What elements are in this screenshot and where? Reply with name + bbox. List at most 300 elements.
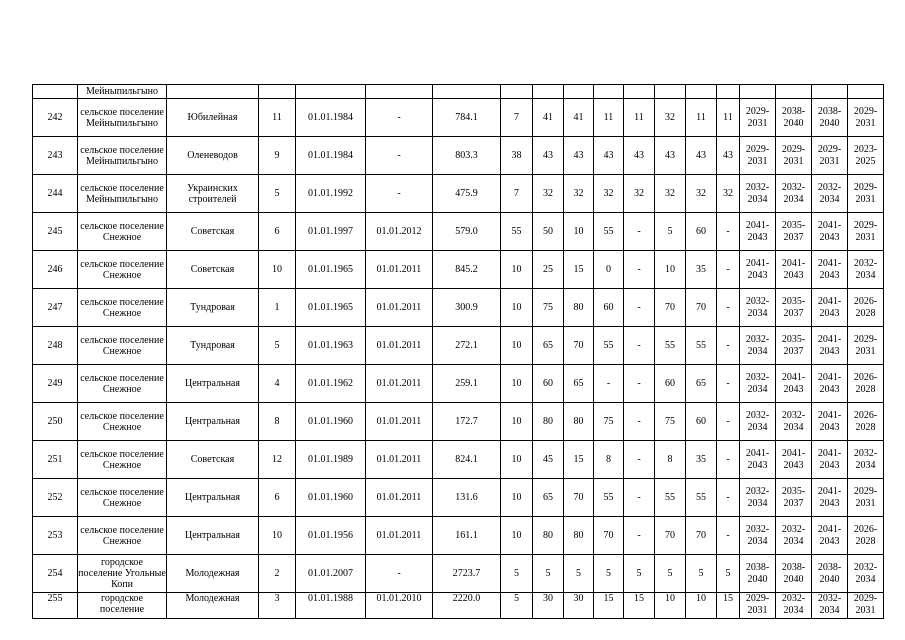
- cell-settlement: сельское поселение Мейныпильгыно: [78, 137, 167, 175]
- cell-c8: -: [717, 517, 740, 555]
- table-row: [33, 137, 884, 175]
- cell-c7: [686, 85, 717, 99]
- cell-c4: 43: [594, 137, 624, 175]
- table-row: [33, 365, 884, 403]
- cell-c2: 50: [533, 213, 564, 251]
- cell-settlement: городское поселение: [78, 593, 167, 619]
- cell-settlement: сельское поселение Снежное: [78, 289, 167, 327]
- cell-street: Тундровая: [167, 289, 259, 327]
- cell-date-repair: 01.01.2011: [366, 289, 433, 327]
- cell-p2: 2032- 2034: [776, 593, 812, 619]
- cell-area: 300.9: [433, 289, 501, 327]
- cell-p2: 2032- 2034: [776, 403, 812, 441]
- cell-number: 245: [33, 213, 78, 251]
- cell-c2: 41: [533, 99, 564, 137]
- cell-p4: 2029- 2031: [848, 479, 884, 517]
- cell-settlement: сельское поселение Снежное: [78, 403, 167, 441]
- cell-house: 10: [259, 251, 296, 289]
- cell-c3: [564, 85, 594, 99]
- cell-number: 249: [33, 365, 78, 403]
- cell-c4: 55: [594, 213, 624, 251]
- cell-c5: -: [624, 213, 655, 251]
- cell-date-built: 01.01.1997: [296, 213, 366, 251]
- table-row: [33, 251, 884, 289]
- cell-c4: 55: [594, 479, 624, 517]
- cell-c5: -: [624, 403, 655, 441]
- cell-p3: 2041- 2043: [812, 365, 848, 403]
- cell-area: 784.1: [433, 99, 501, 137]
- cell-c3: 80: [564, 403, 594, 441]
- cell-settlement-fragment: Мейныпильгыно: [78, 85, 167, 99]
- table-row: [33, 555, 884, 593]
- cell-house: 10: [259, 517, 296, 555]
- cell-p3: 2041- 2043: [812, 441, 848, 479]
- table-row: [33, 327, 884, 365]
- cell-c3: 70: [564, 327, 594, 365]
- cell-c3: 41: [564, 99, 594, 137]
- cell-c3: 80: [564, 517, 594, 555]
- cell-c6: 60: [655, 365, 686, 403]
- cell-area: 161.1: [433, 517, 501, 555]
- cell-c1: 10: [501, 289, 533, 327]
- cell-area: 131.6: [433, 479, 501, 517]
- cell-p2: 2035- 2037: [776, 327, 812, 365]
- cell-street: Оленеводов: [167, 137, 259, 175]
- cell-c4: 75: [594, 403, 624, 441]
- cell-c4: 5: [594, 555, 624, 593]
- cell-street: Центральная: [167, 365, 259, 403]
- cell-area: 475.9: [433, 175, 501, 213]
- cell-settlement: сельское поселение Снежное: [78, 441, 167, 479]
- cell-p4: [848, 85, 884, 99]
- cell-area: 259.1: [433, 365, 501, 403]
- cell-number: 244: [33, 175, 78, 213]
- cell-date-built: 01.01.1956: [296, 517, 366, 555]
- cell-p1: 2029- 2031: [740, 99, 776, 137]
- cell-street: Молодежная: [167, 593, 259, 619]
- cell-area: 2723.7: [433, 555, 501, 593]
- cell-c4: 60: [594, 289, 624, 327]
- cell-number: 255: [33, 593, 78, 619]
- cell-c5: -: [624, 441, 655, 479]
- cell-c3: 15: [564, 251, 594, 289]
- cell-c7: 65: [686, 365, 717, 403]
- cell-p3: 2041- 2043: [812, 479, 848, 517]
- cell-c3: 65: [564, 365, 594, 403]
- cell-c6: 10: [655, 251, 686, 289]
- cell-c5: -: [624, 365, 655, 403]
- cell-house: 8: [259, 403, 296, 441]
- cell-c3: 5: [564, 555, 594, 593]
- cell-c3: 43: [564, 137, 594, 175]
- cell-c6: [655, 85, 686, 99]
- cell-c4: 0: [594, 251, 624, 289]
- cell-c8: 11: [717, 99, 740, 137]
- cell-number: 253: [33, 517, 78, 555]
- cell-c5: -: [624, 289, 655, 327]
- cell-c6: 43: [655, 137, 686, 175]
- cell-p3: 2038- 2040: [812, 99, 848, 137]
- cell-street: Юбилейная: [167, 99, 259, 137]
- cell-date-repair: 01.01.2011: [366, 403, 433, 441]
- cell-c6: 75: [655, 403, 686, 441]
- cell-house: 3: [259, 593, 296, 619]
- cell-p4: 2023- 2025: [848, 137, 884, 175]
- cell-p1: 2041- 2043: [740, 213, 776, 251]
- cell-area: 824.1: [433, 441, 501, 479]
- cell-p1: 2032- 2034: [740, 403, 776, 441]
- cell-c4: [594, 85, 624, 99]
- cell-area: [433, 85, 501, 99]
- cell-c7: 5: [686, 555, 717, 593]
- cell-p2: 2038- 2040: [776, 555, 812, 593]
- cell-c2: 60: [533, 365, 564, 403]
- cell-number: 242: [33, 99, 78, 137]
- cell-settlement: сельское поселение Снежное: [78, 251, 167, 289]
- table-row: [33, 479, 884, 517]
- cell-settlement: сельское поселение Снежное: [78, 517, 167, 555]
- cell-area: 172.7: [433, 403, 501, 441]
- table-row: [33, 289, 884, 327]
- cell-house: 12: [259, 441, 296, 479]
- housing-table: [32, 84, 884, 619]
- cell-c6: 10: [655, 593, 686, 619]
- cell-c7: 60: [686, 403, 717, 441]
- cell-house: 11: [259, 99, 296, 137]
- cell-area: 579.0: [433, 213, 501, 251]
- cell-p3: 2041- 2043: [812, 517, 848, 555]
- cell-c8: 15: [717, 593, 740, 619]
- cell-p4: 2032- 2034: [848, 251, 884, 289]
- cell-p3: [812, 85, 848, 99]
- cell-date-built: 01.01.1965: [296, 251, 366, 289]
- cell-c1: 55: [501, 213, 533, 251]
- cell-c4: 15: [594, 593, 624, 619]
- cell-number: 248: [33, 327, 78, 365]
- cell-c3: 15: [564, 441, 594, 479]
- cell-p2: 2029- 2031: [776, 137, 812, 175]
- cell-date-built: 01.01.2007: [296, 555, 366, 593]
- cell-c5: 5: [624, 555, 655, 593]
- cell-street: Советская: [167, 251, 259, 289]
- cell-house: 6: [259, 213, 296, 251]
- cell-p1: 2032- 2034: [740, 517, 776, 555]
- cell-house: 5: [259, 327, 296, 365]
- cell-p4: 2029- 2031: [848, 593, 884, 619]
- cell-p1: 2041- 2043: [740, 251, 776, 289]
- cell-area: 845.2: [433, 251, 501, 289]
- cell-p3: 2032- 2034: [812, 175, 848, 213]
- cell-p1: 2029- 2031: [740, 593, 776, 619]
- cell-c6: 32: [655, 99, 686, 137]
- cell-c7: 70: [686, 517, 717, 555]
- table-row: [33, 517, 884, 555]
- cell-date-repair: 01.01.2011: [366, 327, 433, 365]
- cell-house: 9: [259, 137, 296, 175]
- cell-number: 246: [33, 251, 78, 289]
- cell-c8: 32: [717, 175, 740, 213]
- cell-c8: -: [717, 403, 740, 441]
- cell-c7: 43: [686, 137, 717, 175]
- cell-c8: -: [717, 365, 740, 403]
- cell-c8: 5: [717, 555, 740, 593]
- cell-p2: 2041- 2043: [776, 251, 812, 289]
- cell-settlement: сельское поселение Мейныпильгыно: [78, 175, 167, 213]
- cell-c3: 30: [564, 593, 594, 619]
- cell-street: Советская: [167, 441, 259, 479]
- cell-p1: 2029- 2031: [740, 137, 776, 175]
- cell-c4: 11: [594, 99, 624, 137]
- cell-p2: 2032- 2034: [776, 517, 812, 555]
- cell-p3: 2032- 2034: [812, 593, 848, 619]
- cell-date-built: 01.01.1962: [296, 365, 366, 403]
- cell-c2: 65: [533, 479, 564, 517]
- cell-p4: 2026- 2028: [848, 517, 884, 555]
- cell-c4: 55: [594, 327, 624, 365]
- table-row: [33, 213, 884, 251]
- cell-p2: 2035- 2037: [776, 213, 812, 251]
- cell-area: 2220.0: [433, 593, 501, 619]
- cell-settlement: городское поселение Угольные Копи: [78, 555, 167, 593]
- cell-c7: 55: [686, 327, 717, 365]
- cell-c6: 8: [655, 441, 686, 479]
- cell-settlement: сельское поселение Снежное: [78, 479, 167, 517]
- cell-c1: 10: [501, 517, 533, 555]
- cell-c1: 10: [501, 441, 533, 479]
- cell-date-repair: -: [366, 555, 433, 593]
- cell-c1: 5: [501, 555, 533, 593]
- cell-p1: 2041- 2043: [740, 441, 776, 479]
- cell-c5: 43: [624, 137, 655, 175]
- cell-c6: 55: [655, 479, 686, 517]
- cell-c1: 7: [501, 175, 533, 213]
- table-row: [33, 99, 884, 137]
- cell-c1: [501, 85, 533, 99]
- cell-p1: 2032- 2034: [740, 289, 776, 327]
- cell-house: 1: [259, 289, 296, 327]
- table-row-fragment: [33, 85, 884, 99]
- cell-street: Центральная: [167, 517, 259, 555]
- cell-p2: 2041- 2043: [776, 441, 812, 479]
- cell-p1: 2032- 2034: [740, 175, 776, 213]
- cell-c1: 38: [501, 137, 533, 175]
- cell-date1: [296, 85, 366, 99]
- cell-date-built: 01.01.1965: [296, 289, 366, 327]
- cell-c8: -: [717, 479, 740, 517]
- cell-area: 272.1: [433, 327, 501, 365]
- cell-date-repair: 01.01.2011: [366, 479, 433, 517]
- cell-p3: 2041- 2043: [812, 327, 848, 365]
- cell-date-built: 01.01.1989: [296, 441, 366, 479]
- cell-date-repair: 01.01.2010: [366, 593, 433, 619]
- cell-date-repair: 01.01.2012: [366, 213, 433, 251]
- table-row: [33, 593, 884, 619]
- cell-date-repair: 01.01.2011: [366, 441, 433, 479]
- cell-date-built: 01.01.1984: [296, 137, 366, 175]
- cell-p4: 2026- 2028: [848, 403, 884, 441]
- cell-c1: 10: [501, 327, 533, 365]
- cell-p1: 2032- 2034: [740, 479, 776, 517]
- cell-date-repair: 01.01.2011: [366, 365, 433, 403]
- cell-p2: [776, 85, 812, 99]
- cell-settlement: сельское поселение Снежное: [78, 213, 167, 251]
- cell-p4: 2026- 2028: [848, 289, 884, 327]
- cell-p3: 2041- 2043: [812, 289, 848, 327]
- cell-c1: 10: [501, 403, 533, 441]
- cell-c8: 43: [717, 137, 740, 175]
- cell-street: Молодежная: [167, 555, 259, 593]
- cell-c1: 10: [501, 479, 533, 517]
- cell-house: 2: [259, 555, 296, 593]
- cell-c5: 15: [624, 593, 655, 619]
- cell-c6: 70: [655, 517, 686, 555]
- cell-date-built: 01.01.1984: [296, 99, 366, 137]
- cell-c5: -: [624, 479, 655, 517]
- cell-p4: 2029- 2031: [848, 327, 884, 365]
- cell-p4: 2026- 2028: [848, 365, 884, 403]
- table-row: [33, 175, 884, 213]
- cell-date-built: 01.01.1960: [296, 479, 366, 517]
- cell-c5: -: [624, 517, 655, 555]
- cell-street: [167, 85, 259, 99]
- cell-p3: 2041- 2043: [812, 251, 848, 289]
- cell-street: Центральная: [167, 479, 259, 517]
- cell-c1: 7: [501, 99, 533, 137]
- cell-c6: 55: [655, 327, 686, 365]
- cell-p4: 2029- 2031: [848, 175, 884, 213]
- cell-c3: 10: [564, 213, 594, 251]
- cell-c8: -: [717, 327, 740, 365]
- cell-number: 250: [33, 403, 78, 441]
- cell-p2: 2041- 2043: [776, 365, 812, 403]
- cell-c8: -: [717, 289, 740, 327]
- cell-p3: 2029- 2031: [812, 137, 848, 175]
- cell-c6: 5: [655, 213, 686, 251]
- cell-date-repair: 01.01.2011: [366, 251, 433, 289]
- cell-p4: 2032- 2034: [848, 441, 884, 479]
- cell-c3: 80: [564, 289, 594, 327]
- cell-c2: 32: [533, 175, 564, 213]
- cell-c8: [717, 85, 740, 99]
- cell-house: 5: [259, 175, 296, 213]
- cell-c7: 11: [686, 99, 717, 137]
- cell-c2: 65: [533, 327, 564, 365]
- cell-street: Украинских строителей: [167, 175, 259, 213]
- cell-p3: 2041- 2043: [812, 213, 848, 251]
- cell-c7: 35: [686, 441, 717, 479]
- cell-c1: 10: [501, 251, 533, 289]
- cell-date-repair: -: [366, 99, 433, 137]
- cell-c7: 32: [686, 175, 717, 213]
- cell-c6: 5: [655, 555, 686, 593]
- cell-c5: 11: [624, 99, 655, 137]
- cell-settlement: сельское поселение Снежное: [78, 327, 167, 365]
- cell-date2: [366, 85, 433, 99]
- cell-c7: 35: [686, 251, 717, 289]
- cell-p2: 2035- 2037: [776, 479, 812, 517]
- cell-c1: 10: [501, 365, 533, 403]
- cell-c2: 30: [533, 593, 564, 619]
- cell-p2: 2032- 2034: [776, 175, 812, 213]
- cell-c5: -: [624, 327, 655, 365]
- cell-c4: 32: [594, 175, 624, 213]
- cell-settlement: сельское поселение Снежное: [78, 365, 167, 403]
- cell-c2: 43: [533, 137, 564, 175]
- cell-c8: -: [717, 441, 740, 479]
- cell-date-built: 01.01.1992: [296, 175, 366, 213]
- cell-date-built: 01.01.1963: [296, 327, 366, 365]
- cell-c7: 55: [686, 479, 717, 517]
- table-row: [33, 403, 884, 441]
- cell-c4: 8: [594, 441, 624, 479]
- cell-number: [33, 85, 78, 99]
- cell-street: Центральная: [167, 403, 259, 441]
- cell-c8: -: [717, 213, 740, 251]
- cell-c5: -: [624, 251, 655, 289]
- cell-c3: 70: [564, 479, 594, 517]
- cell-p3: 2038- 2040: [812, 555, 848, 593]
- cell-date-built: 01.01.1960: [296, 403, 366, 441]
- cell-p1: 2038- 2040: [740, 555, 776, 593]
- cell-c4: -: [594, 365, 624, 403]
- cell-date-repair: -: [366, 175, 433, 213]
- cell-house: 4: [259, 365, 296, 403]
- cell-c8: -: [717, 251, 740, 289]
- cell-c7: 10: [686, 593, 717, 619]
- cell-number: 247: [33, 289, 78, 327]
- cell-p4: 2029- 2031: [848, 213, 884, 251]
- cell-c5: 32: [624, 175, 655, 213]
- cell-p3: 2041- 2043: [812, 403, 848, 441]
- cell-c2: 80: [533, 517, 564, 555]
- cell-house: 6: [259, 479, 296, 517]
- cell-c2: 25: [533, 251, 564, 289]
- cell-c7: 60: [686, 213, 717, 251]
- cell-p2: 2038- 2040: [776, 99, 812, 137]
- cell-c6: 32: [655, 175, 686, 213]
- cell-date-repair: -: [366, 137, 433, 175]
- table-row: [33, 441, 884, 479]
- cell-c7: 70: [686, 289, 717, 327]
- cell-c2: 5: [533, 555, 564, 593]
- cell-p2: 2035- 2037: [776, 289, 812, 327]
- cell-c2: 45: [533, 441, 564, 479]
- cell-c5: [624, 85, 655, 99]
- cell-date-built: 01.01.1988: [296, 593, 366, 619]
- cell-street: Советская: [167, 213, 259, 251]
- table-body: [33, 85, 884, 619]
- cell-p1: [740, 85, 776, 99]
- cell-c2: 75: [533, 289, 564, 327]
- cell-p1: 2032- 2034: [740, 365, 776, 403]
- cell-date-repair: 01.01.2011: [366, 517, 433, 555]
- cell-number: 252: [33, 479, 78, 517]
- cell-area: 803.3: [433, 137, 501, 175]
- cell-number: 243: [33, 137, 78, 175]
- cell-number: 254: [33, 555, 78, 593]
- cell-c3: 32: [564, 175, 594, 213]
- cell-c4: 70: [594, 517, 624, 555]
- cell-house: [259, 85, 296, 99]
- cell-c6: 70: [655, 289, 686, 327]
- cell-settlement: сельское поселение Мейныпильгыно: [78, 99, 167, 137]
- cell-c2: 80: [533, 403, 564, 441]
- cell-p4: 2032- 2034: [848, 555, 884, 593]
- cell-p1: 2032- 2034: [740, 327, 776, 365]
- cell-c2: [533, 85, 564, 99]
- cell-number: 251: [33, 441, 78, 479]
- cell-street: Тундровая: [167, 327, 259, 365]
